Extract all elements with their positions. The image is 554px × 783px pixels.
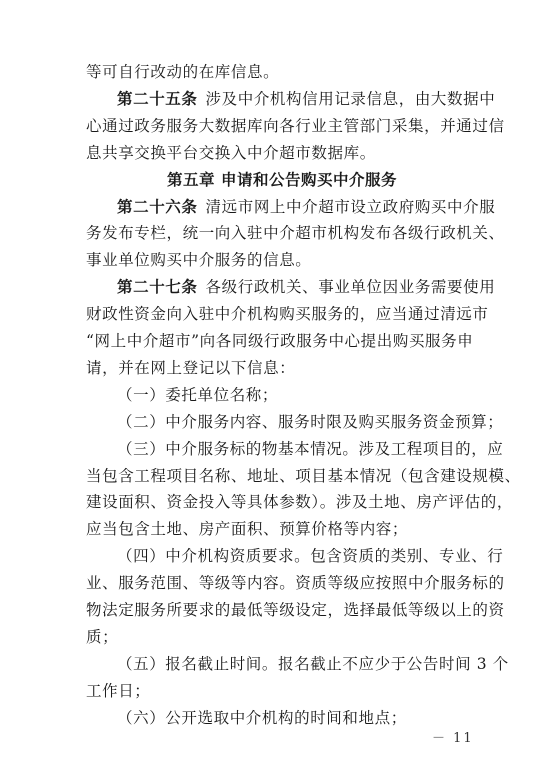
line-text: （三）中介服务标的物基本情况。涉及工程项目的，应 [117, 439, 504, 458]
article-number: 第二十六条 [117, 197, 198, 216]
line-text: （四）中介机构资质要求。包含资质的类别、专业、行 [117, 547, 504, 566]
list-item [86, 439, 504, 459]
line-text: 业、服务范围、等级等内容。资质等级应按照中介服务标的 [86, 574, 505, 593]
article-text: 涉及中介机构信用记录信息，由大数据中 [205, 89, 496, 108]
text-line [86, 62, 478, 82]
chapter-heading-text: 第五章 申请和公告购买中介服务 [167, 170, 397, 189]
text-line [86, 143, 478, 163]
article-number: 第二十五条 [117, 89, 198, 108]
line-text: 物法定服务所要求的最低等级设定，选择最低等级以上的资 [86, 601, 505, 619]
line-text: 事业单位购买中介服务的信息。 [86, 251, 312, 270]
chapter-heading [86, 170, 478, 190]
line-text: 息共享交换平台交换入中介超市数据库。 [86, 143, 376, 162]
text-line [86, 627, 478, 647]
text-line [86, 681, 478, 701]
list-item [86, 654, 509, 674]
line-text: 当包含工程项目名称、地址、项目基本情况（包含建设规模、 [86, 466, 521, 485]
line-text: 工作日； [86, 681, 151, 700]
line-text: （二）中介服务内容、服务时限及购买服务资金预算； [117, 412, 504, 431]
line-text: 应当包含土地、房产面积、预算价格等内容； [86, 520, 409, 539]
line-text: 心通过政务服务大数据库向各行业主管部门采集，并通过信 [86, 116, 505, 135]
line-text: 财政性资金向入驻中介机构购买服务的，应当通过清远市 [86, 305, 489, 324]
line-text: （一）委托单位名称； [117, 385, 279, 404]
list-item [86, 412, 504, 432]
text-line [86, 519, 478, 539]
line-text: 务发布专栏，统一向入驻中介超市机构发布各级行政机关、 [86, 224, 505, 243]
text-line [86, 331, 478, 351]
article-line [86, 89, 496, 109]
text-line [86, 573, 505, 593]
article-line [86, 277, 496, 297]
article-line [86, 197, 496, 217]
text-line [86, 492, 513, 512]
article-text: 各级行政机关、事业单位因业务需要使用 [205, 278, 496, 297]
article-number: 第二十七条 [117, 278, 198, 297]
text-line [86, 600, 505, 620]
list-item [86, 385, 478, 405]
line-text: （五）报名截止时间。报名截止不应少于公告时间 3 个 [117, 654, 509, 673]
line-text: 等可自行改动的在库信息。 [86, 63, 280, 81]
text-line [86, 304, 489, 324]
text-line [86, 358, 478, 378]
line-text: “网上中介超市”向各同级行政服务中心提出购买服务申 [86, 332, 474, 350]
line-text: 质； [86, 627, 119, 646]
article-text: 清远市网上中介超市设立政府购买中介服 [205, 197, 496, 216]
line-text: 建设面积、资金投入等具体参数）。涉及土地、房产评估的， [86, 493, 513, 512]
text-line [86, 223, 505, 243]
text-line [86, 250, 478, 270]
text-line [86, 466, 521, 486]
list-item [86, 708, 478, 728]
page-number: － 11 [432, 731, 474, 746]
text-line [86, 116, 505, 136]
list-item [86, 546, 504, 566]
line-text: （六）公开选取中介机构的时间和地点； [117, 708, 407, 727]
line-text: 请，并在网上登记以下信息： [86, 358, 296, 377]
